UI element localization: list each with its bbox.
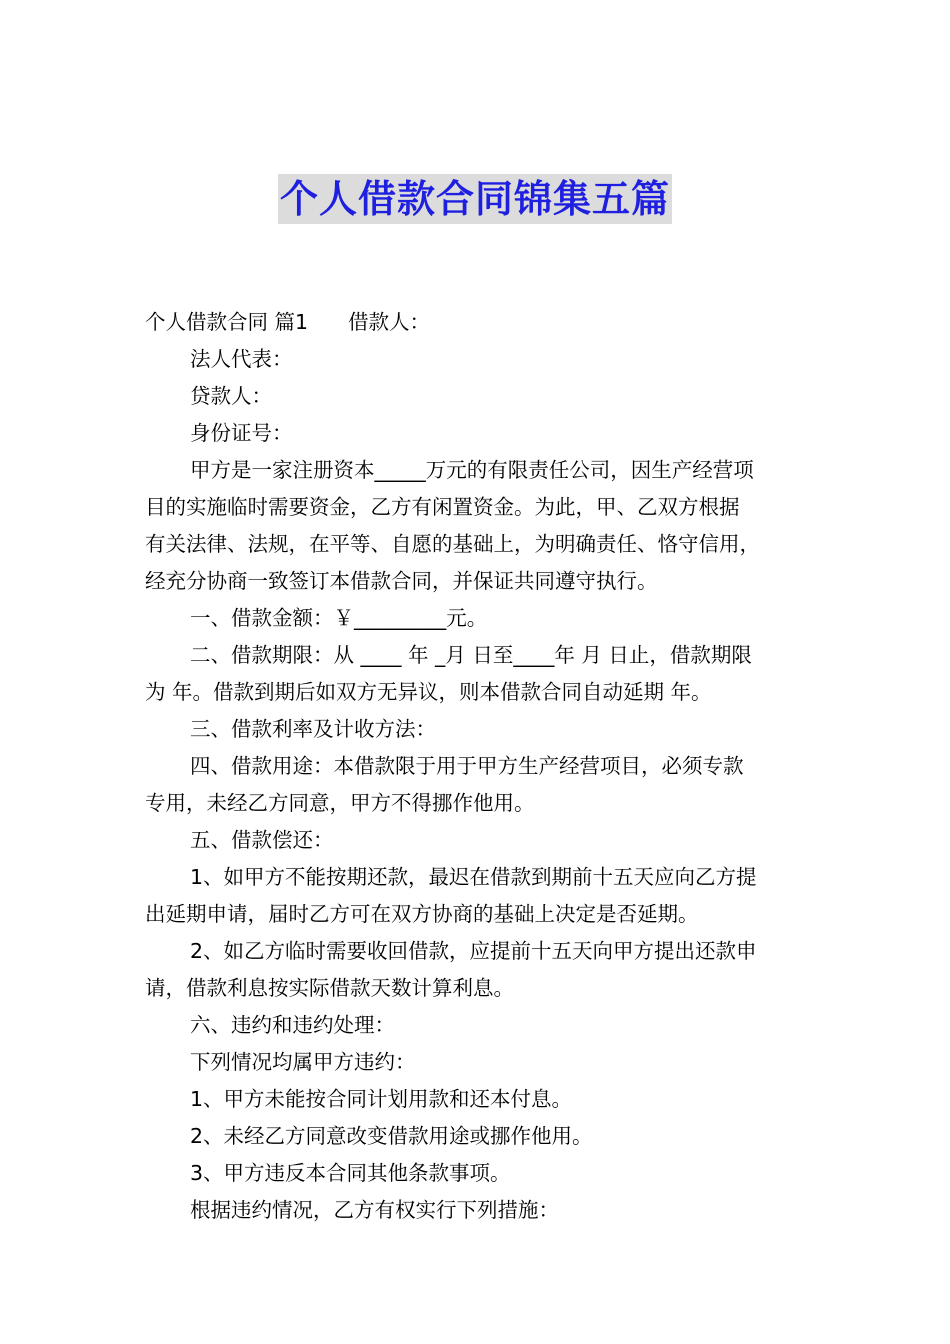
contract-body (145, 304, 810, 1229)
borrower-label: 借款人： (348, 310, 431, 334)
item-5-1-line: 出延期申请，届时乙方可在双方协商的基础上决定是否延期。 (145, 902, 699, 926)
intro-line: 经充分协商一致签订本借款合同，并保证共同遵守执行。 (145, 569, 658, 593)
item-5-2 (145, 933, 810, 1007)
item-5-2-line: 2、如乙方临时需要收回借款，应提前十五天向甲方提出还款申 (190, 939, 757, 963)
item-5-2-line: 请，借款利息按实际借款天数计算利息。 (145, 976, 514, 1000)
section-1-amount: 一、借款金额：￥_________元。 (190, 606, 488, 630)
legal-rep-line: 法人代表： (190, 347, 293, 371)
section-2-term (145, 637, 810, 711)
intro-line: 目的实施临时需要资金，乙方有闲置资金。为此，甲、乙双方根据 (145, 495, 740, 519)
section-6-breach: 六、违约和违约处理： (190, 1013, 395, 1037)
contract-heading: 个人借款合同 篇1 (145, 310, 309, 334)
section-4-line: 四、借款用途：本借款限于用于甲方生产经营项目，必须专款 (190, 754, 744, 778)
id-number-line: 身份证号： (190, 421, 293, 445)
section-2-line: 为 年。借款到期后如双方无异议，则本借款合同自动延期 年。 (145, 680, 712, 704)
section-4-purpose (145, 748, 810, 822)
intro-line: 有关法律、法规，在平等、自愿的基础上，为明确责任、恪守信用， (145, 532, 760, 556)
intro-line: 甲方是一家注册资本_____万元的有限责任公司，因生产经营项 (190, 458, 754, 482)
section-3-interest: 三、借款利率及计收方法： (190, 717, 436, 741)
section-5-repayment: 五、借款偿还： (190, 828, 334, 852)
lender-line: 贷款人： (190, 384, 272, 408)
section-2-line: 二、借款期限：从 ____ 年 _月 日至____年 月 日止，借款期限 (190, 643, 752, 667)
contract-heading-line (145, 304, 810, 341)
section-4-line: 专用，未经乙方同意，甲方不得挪作他用。 (145, 791, 535, 815)
breach-item-3: 3、甲方违反本合同其他条款事项。 (190, 1161, 511, 1185)
document-title: 个人借款合同锦集五篇 (278, 174, 672, 224)
item-5-1 (145, 859, 810, 933)
breach-item-2: 2、未经乙方同意改变借款用途或挪作他用。 (190, 1124, 593, 1148)
intro-paragraph (145, 452, 810, 600)
title-container (0, 174, 950, 224)
measures-line: 根据违约情况，乙方有权实行下列措施： (190, 1198, 559, 1222)
item-5-1-line: 1、如甲方不能按期还款，最迟在借款到期前十五天应向乙方提 (190, 865, 757, 889)
breach-intro: 下列情况均属甲方违约： (190, 1050, 416, 1074)
breach-item-1: 1、甲方未能按合同计划用款和还本付息。 (190, 1087, 573, 1111)
